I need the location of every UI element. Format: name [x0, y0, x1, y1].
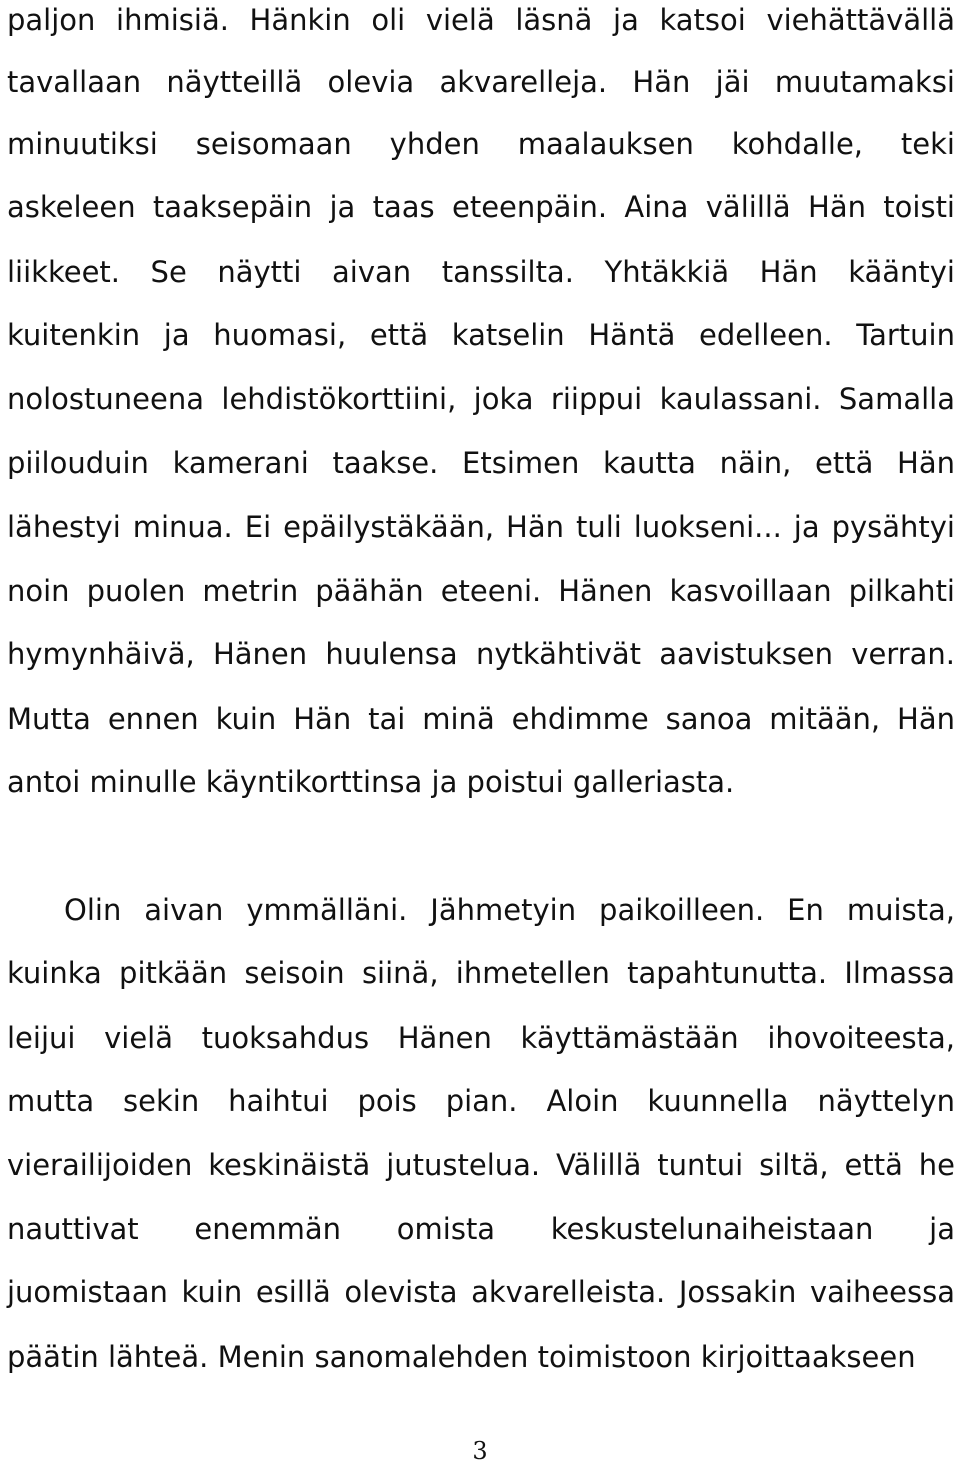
text-line: nauttivat enemmän omista keskustelunaiheistaan ja [7, 1212, 955, 1246]
text-line: juomistaan kuin esillä olevista akvarelleista. Jossakin vaiheessa [7, 1275, 955, 1309]
text-line: leijui vielä tuoksahdus Hänen käyttämästään ihovoiteesta, [7, 1021, 955, 1055]
text-line: piilouduin kamerani taakse. Etsimen kautta näin, että Hän [7, 446, 955, 480]
text-line: hymynhäivä, Hänen huulensa nytkähtivät aavistuksen verran. [7, 637, 955, 671]
text-line: Mutta ennen kuin Hän tai minä ehdimme sanoa mitään, Hän [7, 702, 955, 736]
text-line: askeleen taaksepäin ja taas eteenpäin. Aina välillä Hän toisti [7, 190, 955, 224]
text-line: liikkeet. Se näytti aivan tanssilta. Yhtäkkiä Hän kääntyi [7, 255, 955, 289]
text-line: mutta sekin haihtui pois pian. Aloin kuunnella näyttelyn [7, 1084, 955, 1118]
text-line: kuinka pitkään seisoin siinä, ihmetellen tapahtunutta. Ilmassa [7, 956, 955, 990]
text-line: noin puolen metrin päähän eteeni. Hänen kasvoillaan pilkahti [7, 574, 955, 608]
text-line: paljon ihmisiä. Hänkin oli vielä läsnä ja katsoi viehättävällä [7, 3, 955, 37]
page-number: 3 [472, 1437, 488, 1465]
text-line: nolostuneena lehdistökorttiini, joka riippui kaulassani. Samalla [7, 382, 955, 416]
text-line: tavallaan näytteillä olevia akvarelleja. Hän jäi muutamaksi [7, 65, 955, 99]
text-line: vierailijoiden keskinäistä jutustelua. Välillä tuntui siltä, että he [7, 1148, 955, 1182]
text-line: minuutiksi seisomaan yhden maalauksen kohdalle, teki [7, 127, 955, 161]
text-line: kuitenkin ja huomasi, että katselin Häntä edelleen. Tartuin [7, 318, 955, 352]
text-line: antoi minulle käyntikorttinsa ja poistui galleriasta. [7, 765, 735, 799]
text-line: lähestyi minua. Ei epäilystäkään, Hän tuli luokseni... ja pysähtyi [7, 510, 955, 544]
text-line: Olin aivan ymmälläni. Jähmetyin paikoilleen. En muista, [64, 893, 955, 927]
text-line: päätin lähteä. Menin sanomalehden toimistoon kirjoittaakseen [7, 1340, 916, 1374]
